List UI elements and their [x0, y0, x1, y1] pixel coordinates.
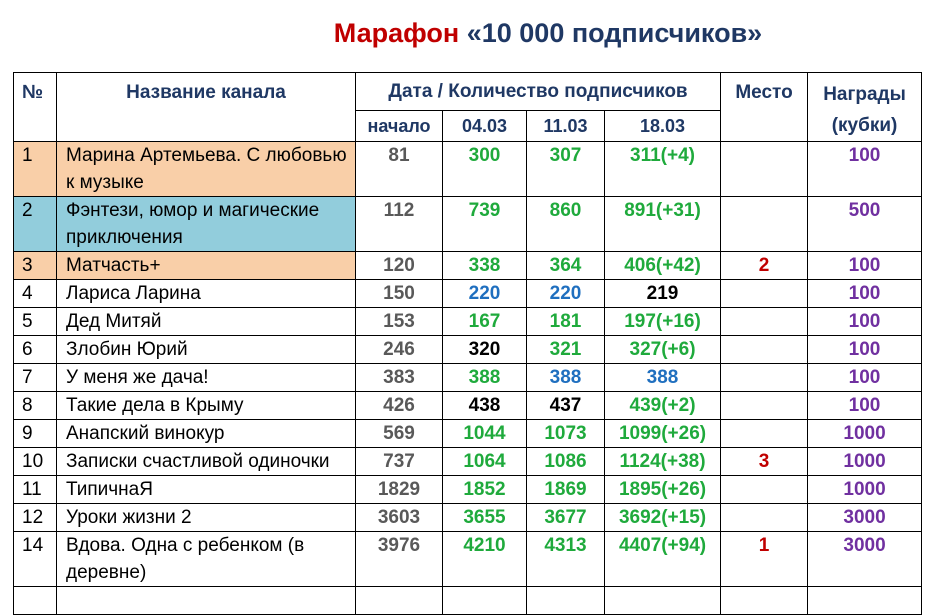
- count-date-1: 300: [443, 142, 527, 197]
- start-count: 383: [356, 364, 443, 392]
- table-row: [14, 448, 922, 476]
- header-date-2: 11.03: [527, 111, 605, 142]
- start-count: [356, 587, 443, 615]
- count-date-2: 1869: [527, 476, 605, 504]
- count-date-3: 3692(+15): [605, 504, 721, 532]
- header-channel: Название канала: [57, 73, 356, 142]
- title-part-1: Марафон: [333, 18, 460, 48]
- place-cell: [721, 504, 808, 532]
- channel-name: Лариса Ларина: [57, 280, 356, 308]
- place-cell: [721, 280, 808, 308]
- table-row: [14, 476, 922, 504]
- table-row: [14, 336, 922, 364]
- page-title: [0, 18, 936, 49]
- place-cell: [721, 197, 808, 252]
- count-date-2: 181: [527, 308, 605, 336]
- title-part-2: «10 000 подписчиков»: [466, 18, 763, 48]
- award-cell: 1000: [808, 448, 922, 476]
- count-date-1: 438: [443, 392, 527, 420]
- channel-name: Записки счастливой одиночки: [57, 448, 356, 476]
- start-count: 569: [356, 420, 443, 448]
- header-awards-line1: Награды: [823, 84, 906, 105]
- channel-name: Уроки жизни 2: [57, 504, 356, 532]
- count-date-2: 321: [527, 336, 605, 364]
- count-date-2: 1086: [527, 448, 605, 476]
- row-num: 11: [14, 476, 57, 504]
- award-cell: 100: [808, 308, 922, 336]
- header-place: Место: [721, 73, 808, 142]
- table-row: [14, 252, 922, 280]
- channel-name: Фэнтези, юмор и магические приключения: [57, 197, 356, 252]
- count-date-2: 388: [527, 364, 605, 392]
- award-cell: 100: [808, 252, 922, 280]
- count-date-3: 1099(+26): [605, 420, 721, 448]
- count-date-3: 219: [605, 280, 721, 308]
- award-cell: 500: [808, 197, 922, 252]
- start-count: 426: [356, 392, 443, 420]
- table-row: [14, 587, 922, 615]
- row-num: 5: [14, 308, 57, 336]
- count-date-2: 4313: [527, 532, 605, 587]
- count-date-2: 1073: [527, 420, 605, 448]
- start-count: 246: [356, 336, 443, 364]
- channel-name: Матчасть+: [57, 252, 356, 280]
- row-num: 10: [14, 448, 57, 476]
- start-count: 120: [356, 252, 443, 280]
- count-date-1: 1044: [443, 420, 527, 448]
- header-date-1: 04.03: [443, 111, 527, 142]
- row-num: 3: [14, 252, 57, 280]
- count-date-3: 439(+2): [605, 392, 721, 420]
- table-row: [14, 142, 922, 197]
- row-num: 12: [14, 504, 57, 532]
- count-date-3: 891(+31): [605, 197, 721, 252]
- count-date-2: [527, 587, 605, 615]
- place-cell: 3: [721, 448, 808, 476]
- header-awards: [808, 73, 922, 142]
- start-count: 3603: [356, 504, 443, 532]
- channel-name: [57, 587, 356, 615]
- row-num: 8: [14, 392, 57, 420]
- place-cell: [721, 364, 808, 392]
- award-cell: 100: [808, 280, 922, 308]
- row-num: 4: [14, 280, 57, 308]
- place-cell: [721, 420, 808, 448]
- place-cell: 1: [721, 532, 808, 587]
- start-count: 3976: [356, 532, 443, 587]
- row-num: 6: [14, 336, 57, 364]
- count-date-1: 1852: [443, 476, 527, 504]
- award-cell: 3000: [808, 504, 922, 532]
- header-date-count: Дата / Количество подписчиков: [356, 73, 721, 111]
- count-date-2: 860: [527, 197, 605, 252]
- start-count: 112: [356, 197, 443, 252]
- award-cell: 100: [808, 336, 922, 364]
- start-count: 150: [356, 280, 443, 308]
- marathon-table: [13, 72, 922, 615]
- count-date-3: [605, 587, 721, 615]
- start-count: 81: [356, 142, 443, 197]
- header-num: №: [14, 73, 57, 142]
- place-cell: [721, 392, 808, 420]
- count-date-2: 307: [527, 142, 605, 197]
- count-date-2: 3677: [527, 504, 605, 532]
- start-count: 737: [356, 448, 443, 476]
- header-date-3: 18.03: [605, 111, 721, 142]
- count-date-3: 327(+6): [605, 336, 721, 364]
- channel-name: Такие дела в Крыму: [57, 392, 356, 420]
- start-count: 153: [356, 308, 443, 336]
- count-date-2: 364: [527, 252, 605, 280]
- count-date-3: 4407(+94): [605, 532, 721, 587]
- channel-name: Анапский винокур: [57, 420, 356, 448]
- count-date-1: 338: [443, 252, 527, 280]
- count-date-1: 388: [443, 364, 527, 392]
- table-row: [14, 420, 922, 448]
- table-row: [14, 280, 922, 308]
- header-awards-line2: (кубки): [831, 115, 898, 136]
- count-date-3: 406(+42): [605, 252, 721, 280]
- count-date-3: 1124(+38): [605, 448, 721, 476]
- place-cell: [721, 587, 808, 615]
- award-cell: 100: [808, 364, 922, 392]
- table-row: [14, 532, 922, 587]
- start-count: 1829: [356, 476, 443, 504]
- place-cell: 2: [721, 252, 808, 280]
- row-num: 7: [14, 364, 57, 392]
- count-date-1: 220: [443, 280, 527, 308]
- table-row: [14, 392, 922, 420]
- count-date-2: 220: [527, 280, 605, 308]
- award-cell: 1000: [808, 420, 922, 448]
- place-cell: [721, 142, 808, 197]
- award-cell: 1000: [808, 476, 922, 504]
- table-row: [14, 364, 922, 392]
- table-row: [14, 504, 922, 532]
- count-date-1: 167: [443, 308, 527, 336]
- count-date-3: 311(+4): [605, 142, 721, 197]
- row-num: 1: [14, 142, 57, 197]
- count-date-3: 197(+16): [605, 308, 721, 336]
- count-date-3: 388: [605, 364, 721, 392]
- channel-name: Злобин Юрий: [57, 336, 356, 364]
- channel-name: Вдова. Одна с ребенком (в деревне): [57, 532, 356, 587]
- header-start: начало: [356, 111, 443, 142]
- award-cell: 100: [808, 142, 922, 197]
- count-date-1: 1064: [443, 448, 527, 476]
- channel-name: Марина Артемьева. С любовью к музыке: [57, 142, 356, 197]
- place-cell: [721, 476, 808, 504]
- table-row: [14, 197, 922, 252]
- place-cell: [721, 308, 808, 336]
- count-date-3: 1895(+26): [605, 476, 721, 504]
- channel-name: Дед Митяй: [57, 308, 356, 336]
- place-cell: [721, 336, 808, 364]
- row-num: 2: [14, 197, 57, 252]
- count-date-1: 3655: [443, 504, 527, 532]
- channel-name: ТипичнаЯ: [57, 476, 356, 504]
- award-cell: 100: [808, 392, 922, 420]
- count-date-1: 4210: [443, 532, 527, 587]
- count-date-1: [443, 587, 527, 615]
- row-num: 9: [14, 420, 57, 448]
- award-cell: [808, 587, 922, 615]
- row-num: 14: [14, 532, 57, 587]
- table-row: [14, 308, 922, 336]
- row-num: [14, 587, 57, 615]
- count-date-1: 739: [443, 197, 527, 252]
- award-cell: 3000: [808, 532, 922, 587]
- channel-name: У меня же дача!: [57, 364, 356, 392]
- count-date-2: 437: [527, 392, 605, 420]
- count-date-1: 320: [443, 336, 527, 364]
